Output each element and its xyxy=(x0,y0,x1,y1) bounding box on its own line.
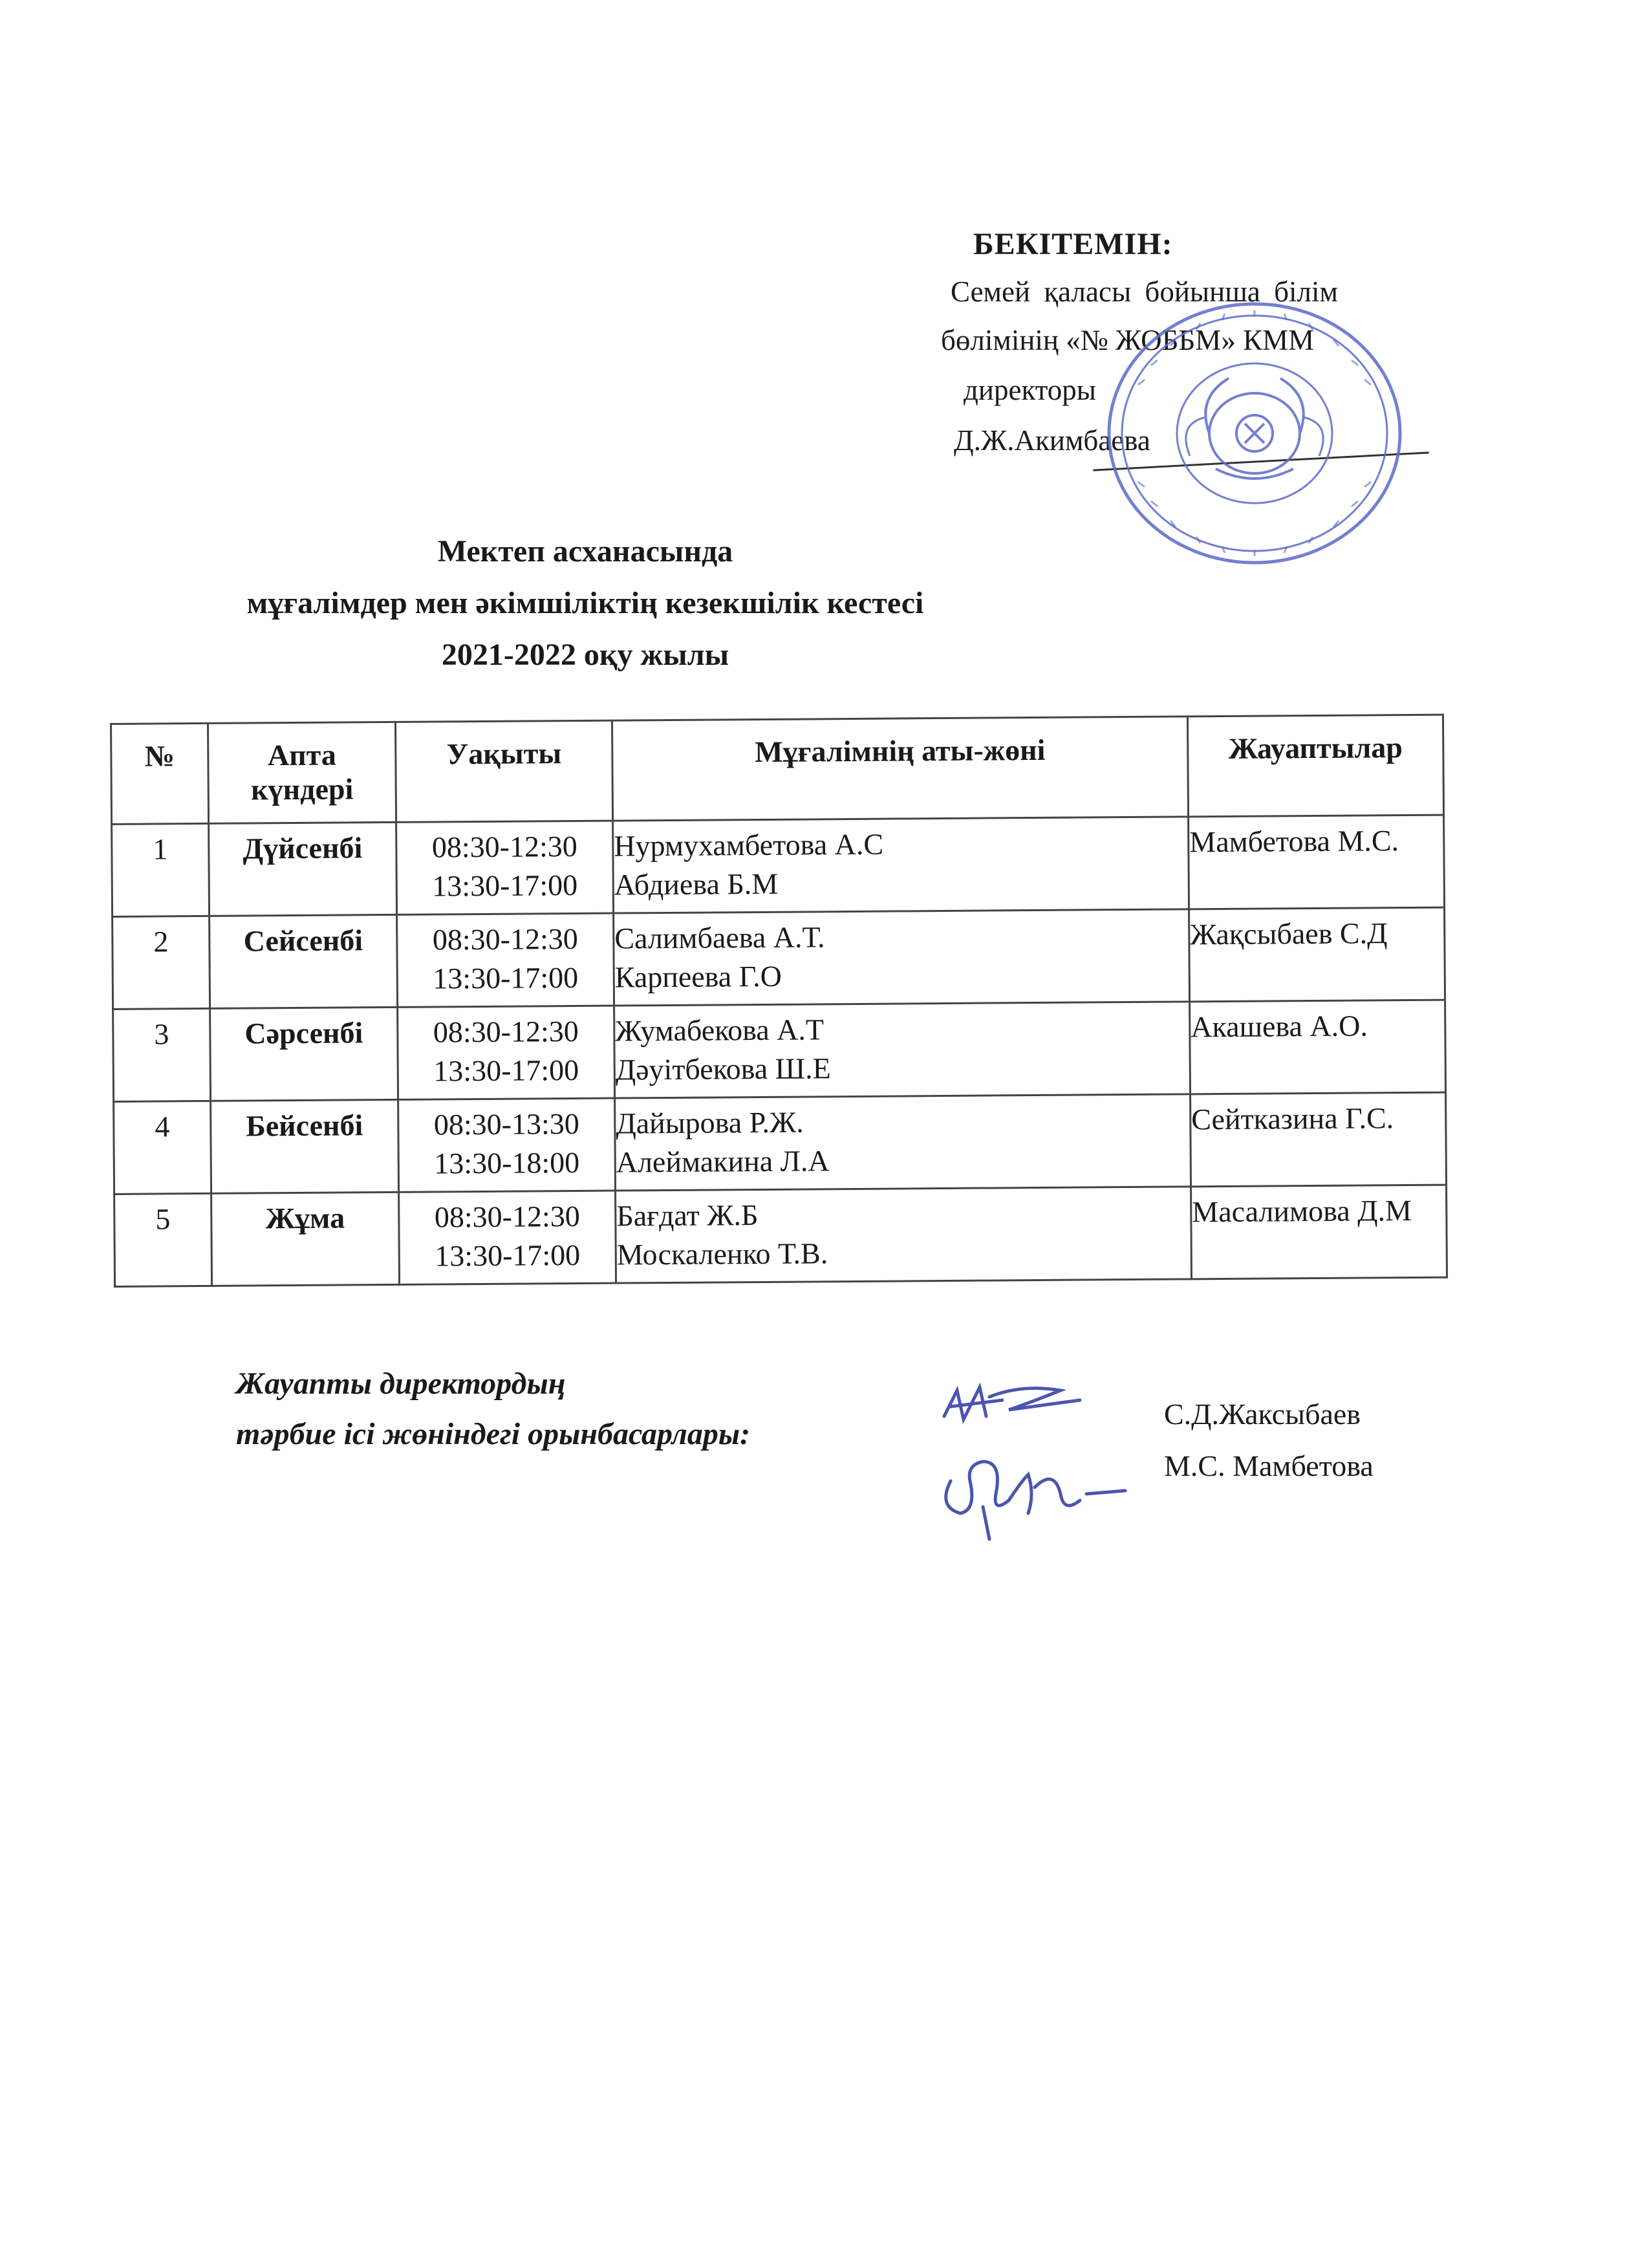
approval-line-3: директоры xyxy=(964,374,1097,406)
time-slot-2: 13:30-17:00 xyxy=(435,1238,581,1273)
teacher-1: Салимбаева А.Т. xyxy=(614,920,825,955)
row-weekday: Бейсенбі xyxy=(211,1099,399,1193)
document-title-line-3: 2021-2022 оқу жылы xyxy=(441,638,729,672)
row-time xyxy=(398,1006,615,1099)
approval-line-1: Семей қаласы бойынша білім xyxy=(951,275,1338,308)
row-time xyxy=(399,1191,616,1284)
teacher-1: Бағдат Ж.Б xyxy=(616,1198,759,1233)
row-number: 3 xyxy=(113,1008,211,1101)
row-time xyxy=(398,1098,616,1192)
time-slot-1: 08:30-12:30 xyxy=(432,922,578,956)
header-weekday-line-1: Апта xyxy=(267,738,336,772)
header-responsible: Жауаптылар xyxy=(1187,715,1443,817)
header-weekday xyxy=(208,722,396,823)
teacher-2: Дәуітбекова Ш.Е xyxy=(615,1052,831,1086)
time-slot-2: 13:30-17:00 xyxy=(433,1053,579,1088)
header-teacher: Мұғалімнің аты-жөні xyxy=(612,717,1188,821)
row-responsible: Акашева А.О. xyxy=(1190,1000,1446,1094)
row-teachers xyxy=(615,1094,1191,1191)
row-number: 2 xyxy=(113,916,210,1009)
teacher-2: Москаленко Т.В. xyxy=(616,1237,828,1271)
row-number: 5 xyxy=(114,1193,212,1286)
teacher-1: Жумабекова А.Т xyxy=(615,1013,824,1048)
header-number: № xyxy=(111,723,209,824)
document-title-line-1: Мектеп асханасында xyxy=(437,534,733,568)
approval-line-2: бөлімінің «№ ЖОББМ» КММ xyxy=(941,324,1315,356)
teacher-1: Нурмухамбетова А.С xyxy=(614,827,884,863)
teacher-2: Абдиева Б.М xyxy=(614,867,779,902)
row-teachers xyxy=(613,817,1189,913)
row-weekday: Дүйсенбі xyxy=(209,822,397,916)
deputy-name-1: С.Д.Жаксыбаев xyxy=(1164,1398,1361,1431)
row-weekday: Жұма xyxy=(211,1192,400,1286)
row-teachers xyxy=(616,1187,1192,1283)
table-header-row xyxy=(111,715,1444,824)
row-time xyxy=(397,913,614,1007)
row-weekday: Сейсенбі xyxy=(210,914,398,1008)
row-teachers xyxy=(614,909,1190,1006)
table-row xyxy=(114,1185,1447,1286)
row-responsible: Мамбетова М.С. xyxy=(1189,815,1445,909)
teacher-2: Карпеева Г.О xyxy=(614,959,782,994)
signature-1-icon xyxy=(931,1371,1138,1449)
row-time xyxy=(396,821,614,914)
time-slot-1: 08:30-12:30 xyxy=(433,1014,579,1049)
row-responsible: Жақсыбаев С.Д xyxy=(1189,907,1445,1002)
time-slot-1: 08:30-12:30 xyxy=(434,1199,580,1234)
row-teachers xyxy=(614,1002,1191,1098)
time-slot-2: 13:30-18:00 xyxy=(434,1145,580,1180)
header-time: Уақыты xyxy=(395,720,612,822)
row-responsible: Масалимова Д.М xyxy=(1191,1185,1447,1279)
time-slot-1: 08:30-12:30 xyxy=(431,829,577,864)
director-name: Д.Ж.Акимбаева xyxy=(954,424,1150,457)
footer-caption-line-1: Жауапты директордың xyxy=(236,1366,566,1401)
official-stamp-icon xyxy=(1099,294,1410,572)
time-slot-2: 13:30-17:00 xyxy=(432,868,578,903)
deputy-name-2: М.С. Мамбетова xyxy=(1164,1449,1374,1482)
teacher-1: Дайырова Р.Ж. xyxy=(616,1105,804,1140)
row-responsible: Сейтказина Г.С. xyxy=(1191,1092,1447,1187)
duty-schedule-table xyxy=(110,714,1448,1288)
table-row xyxy=(114,1092,1447,1194)
footer-caption-line-2: тәрбие ісі жөніндегі орынбасарлары: xyxy=(236,1417,751,1451)
header-weekday-line-2: күндері xyxy=(251,772,354,806)
row-number: 4 xyxy=(114,1101,211,1194)
table-row xyxy=(112,815,1445,916)
signature-2-icon xyxy=(931,1442,1138,1546)
teacher-2: Алеймакина Л.А xyxy=(616,1144,830,1179)
document-title-line-2: мұғалімдер мен әкімшіліктің кезекшілік кестесі xyxy=(246,586,924,620)
approval-title: БЕКІТЕМІН: xyxy=(973,227,1173,261)
time-slot-2: 13:30-17:00 xyxy=(433,960,579,995)
time-slot-1: 08:30-13:30 xyxy=(433,1107,579,1141)
row-number: 1 xyxy=(112,823,210,916)
table-row xyxy=(113,1000,1446,1101)
table-row xyxy=(113,907,1445,1009)
row-weekday: Сәрсенбі xyxy=(210,1007,398,1101)
